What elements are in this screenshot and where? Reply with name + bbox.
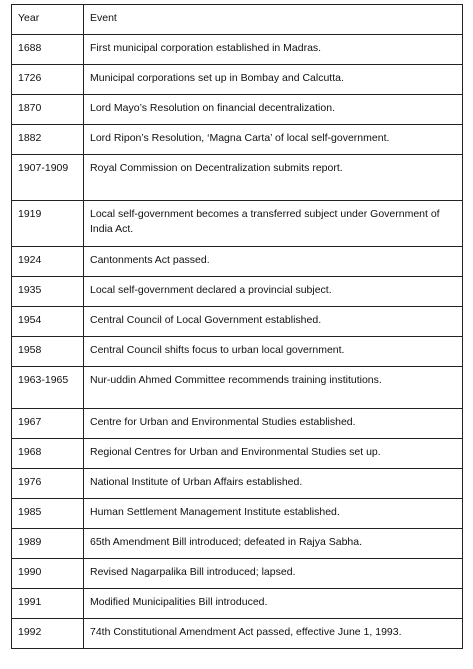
year-cell: 1963-1965 bbox=[12, 367, 84, 409]
year-cell: 1726 bbox=[12, 65, 84, 95]
year-header: Year bbox=[12, 5, 84, 35]
table-row bbox=[12, 409, 463, 439]
year-cell: 1958 bbox=[12, 337, 84, 367]
event-cell: Local self-government declared a provincial subject. bbox=[84, 277, 463, 307]
header-row bbox=[12, 5, 463, 35]
event-cell: Cantonments Act passed. bbox=[84, 247, 463, 277]
table-row bbox=[12, 65, 463, 95]
table-row bbox=[12, 559, 463, 589]
event-cell: First municipal corporation established in Madras. bbox=[84, 35, 463, 65]
event-cell: Central Council shifts focus to urban local government. bbox=[84, 337, 463, 367]
event-cell: National Institute of Urban Affairs established. bbox=[84, 469, 463, 499]
table-row bbox=[12, 589, 463, 619]
year-cell: 1688 bbox=[12, 35, 84, 65]
table-row bbox=[12, 529, 463, 559]
event-cell: Regional Centres for Urban and Environmental Studies set up. bbox=[84, 439, 463, 469]
table-row bbox=[12, 619, 463, 649]
table-row bbox=[12, 307, 463, 337]
year-cell: 1870 bbox=[12, 95, 84, 125]
table-row bbox=[12, 439, 463, 469]
year-cell: 1882 bbox=[12, 125, 84, 155]
event-cell: 65th Amendment Bill introduced; defeated in Rajya Sabha. bbox=[84, 529, 463, 559]
table-row bbox=[12, 95, 463, 125]
event-cell: Human Settlement Management Institute established. bbox=[84, 499, 463, 529]
table-row bbox=[12, 469, 463, 499]
year-cell: 1992 bbox=[12, 619, 84, 649]
table-row bbox=[12, 337, 463, 367]
year-cell: 1954 bbox=[12, 307, 84, 337]
table-row bbox=[12, 125, 463, 155]
year-cell: 1968 bbox=[12, 439, 84, 469]
table-row bbox=[12, 277, 463, 307]
timeline-table bbox=[11, 4, 463, 649]
year-cell: 1985 bbox=[12, 499, 84, 529]
table-row bbox=[12, 155, 463, 201]
table-row bbox=[12, 35, 463, 65]
table-row bbox=[12, 367, 463, 409]
table-row bbox=[12, 499, 463, 529]
year-cell: 1989 bbox=[12, 529, 84, 559]
event-cell: Modified Municipalities Bill introduced. bbox=[84, 589, 463, 619]
event-cell: Local self-government becomes a transferred subject under Government of India Act. bbox=[84, 201, 463, 247]
table-row bbox=[12, 247, 463, 277]
event-cell: Nur-uddin Ahmed Committee recommends training institutions. bbox=[84, 367, 463, 409]
event-cell: Centre for Urban and Environmental Studies established. bbox=[84, 409, 463, 439]
year-cell: 1990 bbox=[12, 559, 84, 589]
year-cell: 1935 bbox=[12, 277, 84, 307]
event-cell: Royal Commission on Decentralization submits report. bbox=[84, 155, 463, 201]
event-cell: Revised Nagarpalika Bill introduced; lapsed. bbox=[84, 559, 463, 589]
table-row bbox=[12, 201, 463, 247]
year-cell: 1991 bbox=[12, 589, 84, 619]
year-cell: 1919 bbox=[12, 201, 84, 247]
event-header: Event bbox=[84, 5, 463, 35]
event-cell: Central Council of Local Government established. bbox=[84, 307, 463, 337]
year-cell: 1976 bbox=[12, 469, 84, 499]
event-cell: 74th Constitutional Amendment Act passed, effective June 1, 1993. bbox=[84, 619, 463, 649]
year-cell: 1907-1909 bbox=[12, 155, 84, 201]
year-cell: 1967 bbox=[12, 409, 84, 439]
event-cell: Municipal corporations set up in Bombay and Calcutta. bbox=[84, 65, 463, 95]
event-cell: Lord Mayo’s Resolution on financial decentralization. bbox=[84, 95, 463, 125]
year-cell: 1924 bbox=[12, 247, 84, 277]
event-cell: Lord Ripon’s Resolution, ‘Magna Carta’ of local self-government. bbox=[84, 125, 463, 155]
